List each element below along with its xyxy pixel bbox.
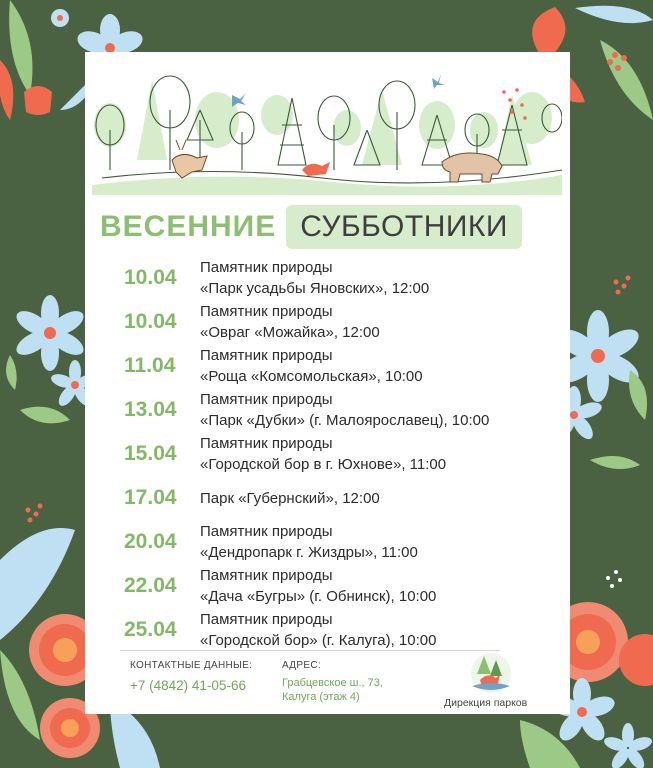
event-location-line: «Дендропарк г. Жиздры», 11:00 (200, 544, 418, 561)
event-location-line: «Парк «Дубки» (г. Малоярославец), 10:00 (200, 412, 490, 429)
leaf-icon (600, 40, 653, 120)
leaf-icon (590, 456, 640, 469)
title-word-cleanups: СУББОТНИКИ (286, 205, 522, 249)
event-location-line: Памятник природы (200, 435, 333, 452)
event-location-line: «Парк усадьбы Яновских», 12:00 (200, 280, 430, 297)
event-date: 22.04 (124, 574, 177, 597)
blue-flower-icon (602, 723, 653, 768)
event-item (124, 256, 564, 300)
event-location-line: Памятник природы (200, 259, 333, 276)
event-location-line: Парк «Губернский», 12:00 (200, 489, 380, 507)
event-date: 17.04 (124, 486, 177, 509)
event-date: 25.04 (124, 618, 177, 641)
blue-flower-icon (13, 295, 88, 371)
leaf-icon (6, 355, 17, 390)
dots-icon (606, 570, 622, 588)
event-date: 15.04 (124, 442, 177, 465)
event-location (200, 609, 436, 651)
event-date: 20.04 (124, 530, 177, 553)
title-word-spring: ВЕСЕННИЕ (100, 210, 277, 243)
address-label: АДРЕС: (282, 660, 321, 671)
berry-cluster-icon (614, 276, 631, 295)
tree-background-icon (94, 80, 552, 165)
bird-icon (232, 74, 445, 107)
address-line-2: Калуга (этаж 4) (282, 691, 360, 703)
event-item (124, 476, 564, 520)
event-item (124, 432, 564, 476)
event-location-line: Памятник природы (200, 611, 333, 628)
event-date: 10.04 (124, 266, 177, 289)
blue-flower-icon (51, 9, 69, 27)
event-item (124, 608, 564, 652)
events-list (124, 256, 564, 652)
event-location-line: Памятник природы (200, 391, 333, 408)
event-location-line: Памятник природы (200, 303, 333, 320)
leaf-icon (20, 407, 70, 424)
park-directorate-logo-icon (466, 650, 516, 696)
event-location (200, 301, 380, 343)
event-item (124, 520, 564, 564)
event-location-line: Памятник природы (200, 523, 333, 540)
forest-illustration (92, 70, 562, 200)
event-location-line: «Городской бор в г. Юхнове», 11:00 (200, 456, 447, 473)
poster-title (100, 205, 522, 249)
coral-flower-icon (24, 86, 52, 115)
event-location-line: «Городской бор» (г. Калуга), 10:00 (200, 632, 437, 649)
event-item (124, 388, 564, 432)
event-location (200, 488, 380, 509)
event-location (200, 345, 423, 387)
berry-cluster-icon (26, 504, 43, 523)
event-location-line: Памятник природы (200, 347, 333, 364)
footer-divider (120, 650, 500, 651)
contact-phone[interactable]: +7 (4842) 41-05-66 (130, 678, 246, 693)
event-date: 10.04 (124, 310, 177, 333)
event-date: 13.04 (124, 398, 177, 421)
leaf-icon (9, 0, 32, 95)
event-location (200, 433, 446, 475)
contact-label: КОНТАКТНЫЕ ДАННЫЕ: (130, 660, 253, 671)
event-date: 11.04 (124, 354, 176, 377)
event-location (200, 257, 429, 299)
event-location (200, 521, 418, 563)
org-name: Дирекция парков (444, 697, 528, 709)
event-location-line: «Дача «Бугры» (г. Обнинск), 10:00 (200, 588, 437, 605)
address-line-1: Грабцевское ш., 73, (282, 677, 383, 689)
leaf-icon (575, 6, 653, 23)
deer-icon (172, 140, 207, 178)
event-item (124, 564, 564, 608)
event-item (124, 300, 564, 344)
event-item (124, 344, 564, 388)
event-location (200, 389, 489, 431)
event-location-line: Памятник природы (200, 567, 333, 584)
bear-icon (442, 153, 502, 182)
event-location (200, 565, 436, 607)
leaf-icon (0, 60, 13, 120)
event-location-line: «Роща «Комсомольская», 10:00 (200, 368, 423, 385)
leaf-icon (629, 370, 647, 420)
event-location-line: «Овраг «Можайка», 12:00 (200, 324, 380, 341)
